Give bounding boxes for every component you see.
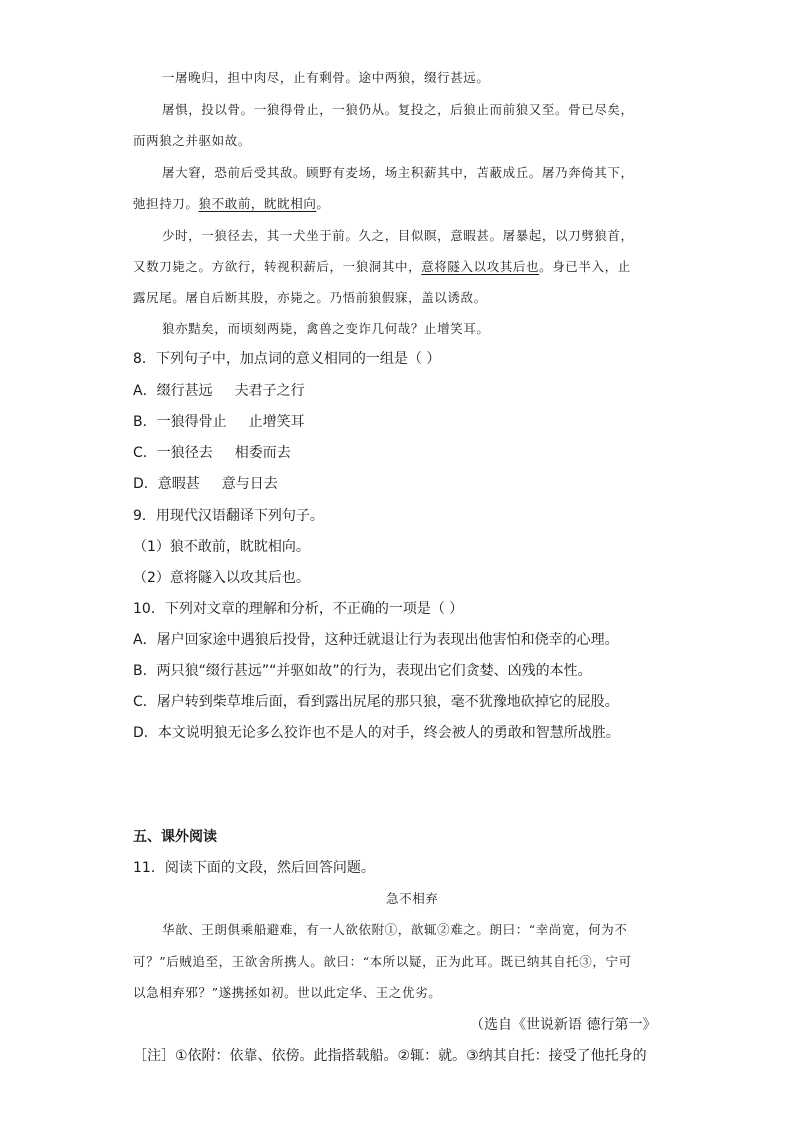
question-8-option-c bbox=[133, 442, 291, 462]
question-10-option-c: C．屠户转到柴草堆后面，看到露出尻尾的那只狼，毫不犹豫地砍掉它的屁股。 bbox=[133, 694, 619, 710]
passage-paragraph-3-line-2 bbox=[133, 194, 330, 212]
underlined-sentence-1: 狼不敢前，眈眈相向 bbox=[198, 196, 317, 211]
passage-paragraph-1: 一屠晚归，担中肉尽，止有剩骨。途中两狼，缀行甚远。 bbox=[162, 70, 490, 85]
option-label: D． bbox=[133, 476, 158, 492]
option-label: B． bbox=[133, 414, 157, 430]
question-8-option-d bbox=[133, 473, 278, 493]
option-right: 止增笑耳 bbox=[248, 414, 305, 430]
question-8-option-a bbox=[133, 380, 305, 400]
question-11-stem: 11．阅读下面的文段，然后回答问题。 bbox=[133, 860, 375, 876]
question-9-item-1: （1）狼不敢前，眈眈相向。 bbox=[133, 539, 310, 555]
passage-paragraph-2-line-1: 屠惧，投以骨。一狼得骨止，一狼仍从。复投之，后狼止而前狼又至。骨已尽矣， bbox=[162, 102, 634, 117]
option-left: 一狼得骨止 bbox=[156, 414, 227, 430]
option-right: 相委而去 bbox=[234, 445, 291, 461]
passage-paragraph-5: 狼亦黠矣，而顷刻两毙，禽兽之变诈几何哉？止增笑耳。 bbox=[162, 321, 490, 336]
passage-paragraph-3-line-1: 屠大窘，恐前后受其敌。顾野有麦场，场主积薪其中，苫蔽成丘。屠乃奔倚其下， bbox=[162, 165, 634, 180]
option-right: 夫君子之行 bbox=[234, 383, 305, 399]
passage-2-line-2: 可？”后贼追至，王欲舍所携人。歆曰：“本所以疑，正为此耳。既已纳其自托③，宁可 bbox=[133, 954, 632, 969]
passage-2-line-3: 以急相弃邪？”遂携拯如初。世以此定华、王之优劣。 bbox=[133, 985, 442, 1000]
passage-paragraph-2-line-2: 而两狼之并驱如故。 bbox=[133, 133, 251, 148]
passage-text: 又数刀毙之。方欲行，转视积薪后，一狼洞其中， bbox=[133, 259, 422, 274]
passage-paragraph-4-line-1: 少时，一狼径去，其一犬坐于前。久之，目似瞑，意暇甚。屠暴起，以刀劈狼首， bbox=[162, 228, 634, 243]
passage-2-line-1: 华歆、王朗俱乘船避难，有一人欲依附①，歆辄②难之。朗曰：“幸尚宽，何为不 bbox=[162, 922, 628, 937]
passage-source: （选自《世说新语 德行第一》 bbox=[470, 1017, 657, 1033]
passage-text: 。身已半入，止 bbox=[539, 259, 631, 274]
question-9-item-2: （2）意将隧入以攻其后也。 bbox=[133, 570, 310, 586]
question-9-stem: 9．用现代汉语翻译下列句子。 bbox=[133, 508, 324, 524]
question-10-option-b: B．两只狼“缀行甚远”“并驱如故”的行为，表现出它们贪婪、凶残的本性。 bbox=[133, 663, 592, 679]
option-left: 意暇甚 bbox=[157, 476, 200, 492]
passage-paragraph-4-line-3: 露尻尾。屠自后断其股，亦毙之。乃悟前狼假寐，盖以诱敌。 bbox=[133, 290, 487, 305]
passage-paragraph-4-line-2 bbox=[133, 257, 631, 275]
option-label: C． bbox=[133, 445, 157, 461]
question-8-stem: 8．下列句子中，加点词的意义相同的一组是（ ） bbox=[133, 351, 441, 367]
question-10-stem: 10．下列对文章的理解和分析，不正确的一项是（ ） bbox=[133, 601, 464, 617]
option-left: 缀行甚远 bbox=[156, 383, 213, 399]
question-10-option-a: A．屠户回家途中遇狼后投骨，这种迁就退让行为表现出他害怕和侥幸的心理。 bbox=[133, 632, 619, 648]
option-left: 一狼径去 bbox=[156, 445, 213, 461]
question-8-option-b bbox=[133, 411, 305, 431]
passage-title: 急不相弃 bbox=[386, 891, 439, 906]
passage-notes: ［注］①依附：依靠、依傍。此指搭载船。②辄：就。③纳其自托：接受了他托身的 bbox=[133, 1048, 647, 1064]
section-heading: 五、课外阅读 bbox=[133, 829, 217, 845]
question-10-option-d: D．本文说明狼无论多么狡诈也不是人的对手，终会被人的勇敢和智慧所战胜。 bbox=[133, 725, 620, 741]
underlined-sentence-2: 意将隧入以攻其后也 bbox=[421, 259, 540, 274]
passage-text: 弛担持刀。 bbox=[133, 196, 199, 211]
option-label: A． bbox=[133, 383, 157, 399]
passage-text: 。 bbox=[316, 196, 330, 211]
option-right: 意与日去 bbox=[221, 476, 278, 492]
